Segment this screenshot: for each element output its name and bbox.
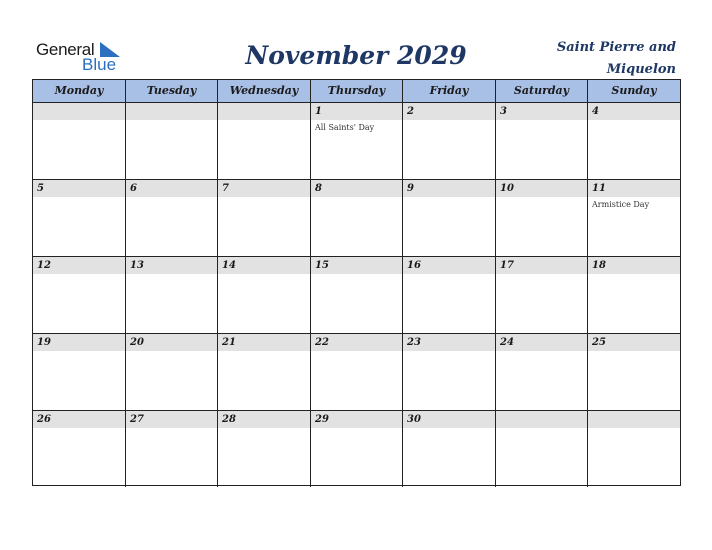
logo-blue-text: Blue [82, 55, 117, 74]
day-cell-1 [310, 103, 402, 179]
holiday-label: Armistice Day [592, 200, 650, 209]
week-row [33, 411, 680, 487]
weekday-header-thursday: Thursday [310, 80, 402, 102]
day-number: 10 [500, 183, 514, 194]
day-cell-19 [33, 334, 125, 410]
day-cell-empty [587, 411, 680, 487]
day-cell-25 [587, 334, 680, 410]
day-number: 22 [315, 337, 329, 348]
week-row [33, 103, 680, 179]
day-header-band [218, 103, 310, 120]
day-cell-16 [402, 257, 495, 333]
weekday-header-friday: Friday [402, 80, 495, 102]
day-header-band [126, 180, 217, 197]
day-cell-11 [587, 180, 680, 256]
day-number: 28 [222, 414, 236, 425]
day-header-band [403, 103, 495, 120]
week-divider [33, 179, 680, 180]
week-row [33, 180, 680, 256]
day-header-band [496, 411, 587, 428]
day-number: 3 [500, 106, 507, 117]
weekday-header-tuesday: Tuesday [125, 80, 217, 102]
day-cell-14 [217, 257, 310, 333]
day-cell-22 [310, 334, 402, 410]
day-header-band [126, 103, 217, 120]
day-cell-6 [125, 180, 217, 256]
day-cell-15 [310, 257, 402, 333]
week-row [33, 334, 680, 410]
day-number: 26 [37, 414, 51, 425]
day-cell-2 [402, 103, 495, 179]
day-cell-26 [33, 411, 125, 487]
day-header-band [311, 180, 402, 197]
day-cell-13 [125, 257, 217, 333]
weekday-header-row [33, 80, 680, 103]
day-number: 23 [407, 337, 421, 348]
day-header-band [218, 180, 310, 197]
day-cell-23 [402, 334, 495, 410]
day-number: 19 [37, 337, 51, 348]
day-number: 21 [222, 337, 236, 348]
day-header-band [496, 103, 587, 120]
day-number: 20 [130, 337, 144, 348]
day-number: 4 [592, 106, 599, 117]
day-cell-24 [495, 334, 587, 410]
day-header-band [33, 180, 125, 197]
week-divider [33, 410, 680, 411]
week-row [33, 257, 680, 333]
day-number: 6 [130, 183, 137, 194]
day-number: 14 [222, 260, 236, 271]
day-number: 29 [315, 414, 329, 425]
day-cell-27 [125, 411, 217, 487]
day-cell-12 [33, 257, 125, 333]
day-number: 17 [500, 260, 514, 271]
logo-general-text: General [36, 40, 95, 59]
day-cell-18 [587, 257, 680, 333]
day-cell-5 [33, 180, 125, 256]
weekday-header-monday: Monday [54, 84, 104, 97]
day-header-band [588, 103, 680, 120]
day-number: 18 [592, 260, 606, 271]
day-header-band [403, 180, 495, 197]
day-cell-29 [310, 411, 402, 487]
day-cell-empty [125, 103, 217, 179]
day-cell-30 [402, 411, 495, 487]
day-cell-empty [217, 103, 310, 179]
day-cell-8 [310, 180, 402, 256]
day-number: 12 [37, 260, 51, 271]
weekday-header-saturday: Saturday [495, 80, 587, 102]
day-cell-7 [217, 180, 310, 256]
day-cell-empty [33, 103, 125, 179]
day-number: 27 [130, 414, 144, 425]
weekday-header-sunday: Sunday [587, 80, 680, 102]
day-cell-21 [217, 334, 310, 410]
day-number: 5 [37, 183, 44, 194]
country-name: Saint Pierre and Miquelon [556, 40, 676, 77]
day-cell-28 [217, 411, 310, 487]
week-divider [33, 333, 680, 334]
day-number: 25 [592, 337, 606, 348]
day-header-band [33, 103, 125, 120]
day-number: 15 [315, 260, 329, 271]
day-cell-10 [495, 180, 587, 256]
calendar-grid [32, 79, 681, 486]
day-cell-20 [125, 334, 217, 410]
day-number: 11 [592, 183, 606, 194]
week-divider [33, 256, 680, 257]
day-number: 16 [407, 260, 421, 271]
day-header-band [311, 103, 402, 120]
holiday-label: All Saints' Day [315, 123, 375, 132]
day-number: 7 [222, 183, 229, 194]
calendar-title: November 2029 [245, 41, 467, 70]
day-number: 9 [407, 183, 414, 194]
day-cell-9 [402, 180, 495, 256]
day-number: 30 [407, 414, 421, 425]
weekday-header-wednesday: Wednesday [217, 80, 310, 102]
day-cell-17 [495, 257, 587, 333]
day-number: 2 [407, 106, 414, 117]
day-number: 24 [500, 337, 514, 348]
day-number: 8 [315, 183, 322, 194]
day-number: 13 [130, 260, 144, 271]
day-header-band [588, 411, 680, 428]
day-cell-4 [587, 103, 680, 179]
day-number: 1 [315, 106, 322, 117]
day-cell-3 [495, 103, 587, 179]
day-cell-empty [495, 411, 587, 487]
